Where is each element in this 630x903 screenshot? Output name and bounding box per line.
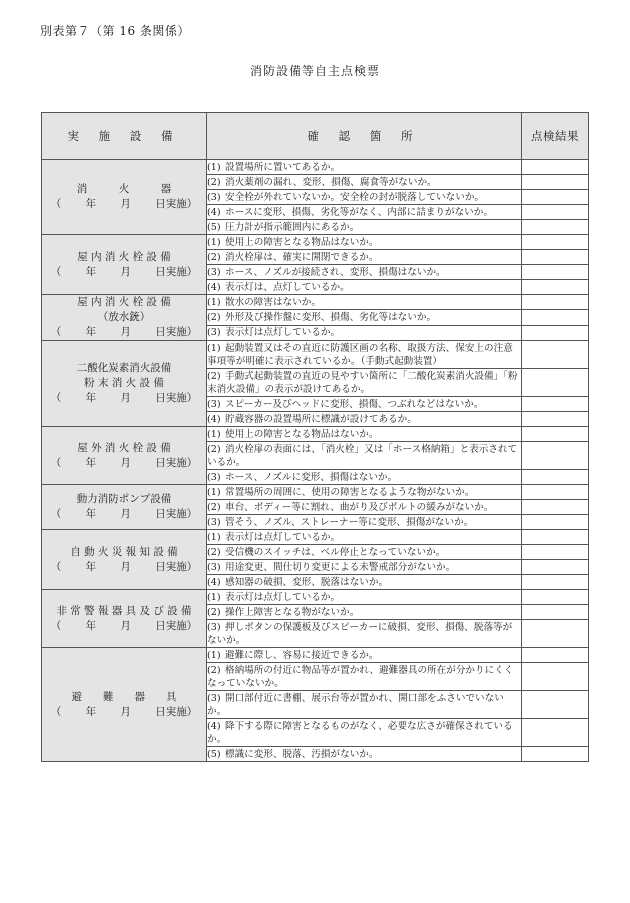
item-number: (1): [207, 342, 221, 354]
result-cell[interactable]: [522, 470, 589, 485]
implementation-date: （ 年 月 日実施）: [50, 456, 198, 469]
item-text: 表示灯は、点灯しているか。: [225, 281, 350, 293]
equipment-cell: [42, 648, 207, 762]
check-item: [207, 295, 522, 310]
item-number: (1): [207, 486, 221, 498]
item-text: 格納場所の付近に物品等が置かれ、避難器具の所在が分かりにくくなっていないか。: [207, 664, 514, 689]
item-number: (1): [207, 649, 221, 661]
result-cell[interactable]: [522, 620, 589, 648]
check-item: [207, 590, 522, 605]
item-text: スピーカー及びヘッドに変形、損傷、つぶれなどはないか。: [225, 398, 484, 410]
implementation-date: （ 年 月 日実施）: [50, 560, 198, 573]
item-text: 常置場所の周囲に、使用の障害となるような物がないか。: [225, 486, 475, 498]
result-cell[interactable]: [522, 427, 589, 442]
item-number: (1): [207, 161, 221, 173]
result-cell[interactable]: [522, 341, 589, 369]
item-number: (1): [207, 296, 221, 308]
item-text: ホース、ノズルに変形、損傷はないか。: [225, 471, 398, 483]
check-item: [207, 341, 522, 369]
item-text: 使用上の障害となる物品はないか。: [225, 428, 379, 440]
item-text: 起動装置又はその直近に防護区画の名称、取扱方法、保安上の注意事項等が明確に表示されているか。（手動式起動装置）: [207, 342, 513, 367]
item-number: (2): [207, 443, 221, 455]
result-cell[interactable]: [522, 605, 589, 620]
item-text: 消火栓扉は、確実に開閉できるか。: [225, 251, 379, 263]
item-number: (4): [207, 206, 221, 218]
item-number: (2): [207, 311, 221, 323]
result-cell[interactable]: [522, 175, 589, 190]
result-cell[interactable]: [522, 545, 589, 560]
check-item: [207, 470, 522, 485]
item-number: (5): [207, 748, 221, 760]
item-text: 用途変更、間仕切り変更による未警戒部分がないか。: [225, 561, 456, 573]
equipment-cell: [42, 235, 207, 295]
check-item: [207, 175, 522, 190]
check-item: [207, 648, 522, 663]
equipment-cell: [42, 530, 207, 590]
check-item: [207, 719, 522, 747]
result-cell[interactable]: [522, 295, 589, 310]
result-cell[interactable]: [522, 205, 589, 220]
equipment-name: 屋 外 消 火 栓 設 備: [77, 441, 171, 454]
item-number: (5): [207, 221, 221, 233]
check-item: [207, 691, 522, 719]
item-number: (3): [207, 266, 221, 278]
equipment-subname: （放水銃）: [97, 311, 151, 323]
equipment-name: 自 動 火 災 報 知 設 備: [70, 545, 178, 558]
check-item: [207, 575, 522, 590]
result-cell[interactable]: [522, 250, 589, 265]
result-cell[interactable]: [522, 485, 589, 500]
document-title: 消防設備等自主点検票: [249, 64, 380, 78]
item-number: (4): [207, 413, 221, 425]
item-number: (2): [207, 546, 221, 558]
check-item: [207, 427, 522, 442]
result-cell[interactable]: [522, 747, 589, 762]
item-text: 表示灯は点灯しているか。: [225, 531, 341, 543]
item-number: (3): [207, 621, 221, 633]
item-text: 使用上の障害となる物品はないか。: [225, 236, 379, 248]
item-text: 設置場所に置いてあるか。: [225, 161, 341, 173]
item-number: (3): [207, 516, 221, 528]
implementation-date: （ 年 月 日実施）: [50, 265, 198, 278]
equipment-name: 避 難 器 具: [71, 690, 177, 703]
check-item: [207, 250, 522, 265]
item-text: ホースに変形、損傷、劣化等がなく、内部に詰まりがないか。: [225, 206, 493, 218]
check-item: [207, 605, 522, 620]
check-item: [207, 485, 522, 500]
result-cell[interactable]: [522, 560, 589, 575]
result-cell[interactable]: [522, 575, 589, 590]
result-cell[interactable]: [522, 663, 589, 691]
check-item: [207, 663, 522, 691]
item-number: (3): [207, 692, 221, 704]
check-row: [42, 235, 589, 250]
result-cell[interactable]: [522, 265, 589, 280]
implementation-date: （ 年 月 日実施）: [50, 705, 198, 718]
result-cell[interactable]: [522, 160, 589, 175]
check-row: [42, 160, 589, 175]
equipment-name: 二酸化炭素消火設備: [76, 362, 172, 374]
equipment-name: 消 火 器: [76, 183, 172, 195]
result-cell[interactable]: [522, 515, 589, 530]
result-cell[interactable]: [522, 235, 589, 250]
item-number: (4): [207, 281, 221, 293]
check-row: [42, 341, 589, 369]
result-cell[interactable]: [522, 590, 589, 605]
check-item: [207, 545, 522, 560]
check-item: [207, 500, 522, 515]
item-number: (1): [207, 531, 221, 543]
check-item: [207, 190, 522, 205]
equipment-column-header: 実 施 設 備: [42, 113, 207, 160]
check-item: [207, 369, 522, 397]
equipment-name: 動力消防ポンプ設備: [76, 493, 172, 505]
check-item: [207, 265, 522, 280]
item-number: (3): [207, 471, 221, 483]
item-text: 避難に際し、容易に接近できるか。: [225, 649, 379, 661]
item-number: (3): [207, 191, 221, 203]
result-cell[interactable]: [522, 280, 589, 295]
result-cell[interactable]: [522, 369, 589, 397]
item-number: (3): [207, 327, 221, 339]
equipment-name: 非 常 警 報 器 具 及 び 設 備: [56, 604, 192, 617]
item-number: (2): [207, 370, 221, 382]
item-number: (2): [207, 251, 221, 263]
item-text: 安全栓が外れていないか。安全栓の封が脱落していないか。: [225, 191, 485, 203]
equipment-subname: 粉 末 消 火 設 備: [84, 377, 164, 389]
check-row: [42, 485, 589, 500]
item-text: 表示灯は点灯しているか。: [225, 591, 341, 603]
equipment-cell: [42, 485, 207, 530]
item-text: 受信機のスイッチは、ベル停止となっていないか。: [225, 546, 446, 558]
check-item: [207, 442, 522, 470]
result-cell[interactable]: [522, 691, 589, 719]
result-column-header: 点検結果: [522, 113, 589, 160]
result-cell[interactable]: [522, 190, 589, 205]
item-text: 貯蔵容器の設置場所に標識が設けてあるか。: [225, 413, 417, 425]
item-text: 手動式起動装置の直近の見やすい箇所に「二酸化炭素消火設備」「粉末消火設備」の表示が設けてあるか。: [207, 370, 518, 395]
check-item: [207, 160, 522, 175]
item-number: (2): [207, 501, 221, 513]
check-item: [207, 205, 522, 220]
equipment-cell: [42, 295, 207, 341]
item-text: 表示灯は点灯しているか。: [225, 327, 341, 339]
check-column-header: 確 認 箇 所: [207, 113, 522, 160]
item-text: 車台、ボディー等に割れ、曲がり及びボルトの緩みがないか。: [225, 501, 494, 513]
result-cell[interactable]: [522, 325, 589, 340]
equipment-cell: [42, 427, 207, 485]
item-text: 消火栓扉の表面には、「消火栓」又は「ホース格納箱」と表示されているか。: [207, 443, 518, 468]
check-item: [207, 560, 522, 575]
item-number: (4): [207, 720, 221, 732]
header-note: 別表第７（第 16 条関係）: [40, 24, 190, 38]
item-number: (1): [207, 428, 221, 440]
check-item: [207, 280, 522, 295]
check-item: [207, 530, 522, 545]
result-cell[interactable]: [522, 500, 589, 515]
item-number: (2): [207, 664, 221, 676]
check-item: [207, 620, 522, 648]
result-cell[interactable]: [522, 648, 589, 663]
equipment-name: 屋 内 消 火 栓 設 備: [77, 296, 171, 308]
result-cell[interactable]: [522, 442, 589, 470]
check-item: [207, 235, 522, 250]
implementation-date: （ 年 月 日実施）: [50, 326, 198, 338]
check-row: [42, 530, 589, 545]
item-text: 外形及び操作盤に変形、損傷、劣化等はないか。: [225, 311, 437, 323]
item-number: (3): [207, 561, 221, 573]
check-item: [207, 220, 522, 235]
item-text: 管そう、ノズル、ストレーナー等に変形、損傷がないか。: [225, 516, 474, 528]
item-number: (2): [207, 606, 221, 618]
item-text: 押しボタンの保護板及びスピーカーに破損、変形、損傷、脱落等がないか。: [207, 621, 513, 646]
equipment-name: 屋 内 消 火 栓 設 備: [77, 250, 171, 263]
result-cell[interactable]: [522, 530, 589, 545]
check-item: [207, 397, 522, 412]
item-number: (4): [207, 576, 221, 588]
result-cell[interactable]: [522, 220, 589, 235]
item-number: (2): [207, 176, 221, 188]
equipment-cell: [42, 160, 207, 235]
item-number: (1): [207, 236, 221, 248]
check-item: [207, 310, 522, 325]
result-cell[interactable]: [522, 719, 589, 747]
check-item: [207, 325, 522, 340]
item-text: ホース、ノズルが接続され、変形、損傷はないか。: [225, 266, 446, 278]
item-text: 消火薬剤の漏れ、変形、損傷、腐食等がないか。: [225, 176, 437, 188]
check-item: [207, 515, 522, 530]
implementation-date: （ 年 月 日実施）: [50, 508, 198, 520]
equipment-cell: [42, 590, 207, 648]
implementation-date: （ 年 月 日実施）: [50, 392, 198, 404]
item-text: 散水の障害はないか。: [225, 296, 321, 308]
implementation-date: （ 年 月 日実施）: [50, 198, 198, 210]
check-row: [42, 295, 589, 310]
table-body: [42, 160, 589, 762]
item-text: 感知器の破損、変形、脱落はないか。: [225, 576, 389, 588]
item-text: 圧力計が指示範囲内にあるか。: [225, 221, 360, 233]
item-text: 開口部付近に書棚、展示台等が置かれ、開口部をふさいでいないか。: [207, 692, 504, 717]
result-cell[interactable]: [522, 397, 589, 412]
item-number: (1): [207, 591, 221, 603]
inspection-table: [41, 112, 589, 762]
check-item: [207, 412, 522, 427]
item-number: (3): [207, 398, 221, 410]
check-row: [42, 427, 589, 442]
check-row: [42, 648, 589, 663]
result-cell[interactable]: [522, 310, 589, 325]
item-text: 降下する際に障害となるものがなく、必要な広さが確保されているか。: [207, 720, 513, 745]
check-item: [207, 747, 522, 762]
implementation-date: （ 年 月 日実施）: [50, 619, 198, 632]
equipment-cell: [42, 341, 207, 427]
table-header-row: [42, 113, 589, 160]
check-row: [42, 590, 589, 605]
item-text: 標識に変形、脱落、汚損がないか。: [225, 748, 379, 760]
result-cell[interactable]: [522, 412, 589, 427]
item-text: 操作上障害となる物がないか。: [225, 606, 360, 618]
